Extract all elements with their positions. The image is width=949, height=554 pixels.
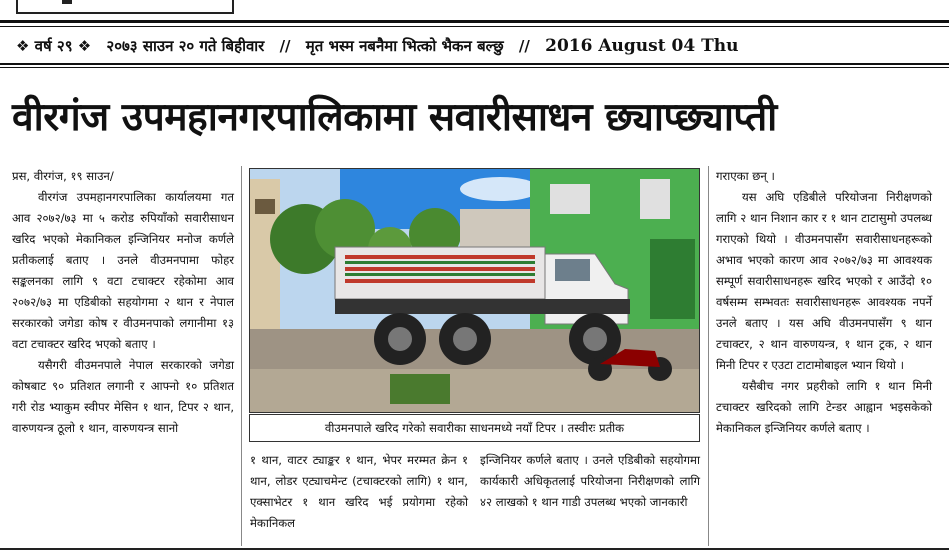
nepali-date: २०७३ साउन २० गते बिहीवार (106, 37, 265, 55)
photo-caption: वीउमनपाले खरिद गरेको सवारीका साधनमध्ये नयाँ टिपर । तस्वीरः प्रतीक (249, 414, 700, 442)
news-photo (249, 168, 700, 413)
masthead-box (16, 0, 234, 14)
top-rule-thin (0, 26, 949, 27)
top-rule-thick (0, 20, 949, 23)
middle-column-2: इन्जिनियर कर्णले बताए । उनले एडिबीको सहयोगमा कार्यकारी अधिकृतलाई परियोजना निरीक्षणको लागि ४२ लाखको १ थान गाडी उपलब्ध भएको जानकारी (480, 453, 700, 509)
english-date: 2016 August 04 Thu (545, 36, 739, 56)
byline: प्रस, वीरगंज, १९ साउन/ (12, 169, 114, 183)
right-column (716, 166, 932, 439)
paragraph: यसैबीच नगर प्रहरीको लागि १ थान मिनी टचाक्टर खरिदको लागि टेन्डर आह्वान भइसकेको मेकानिकल इन्जिनियर कर्णले बताए । (716, 379, 932, 435)
middle-column-1: १ थान, वाटर ट्याङ्कर १ थान, भेपर मरम्मत क्रेन १ थान, लोडर एट्याचमेन्ट (टचाक्टरको लागि) १ थान, एक्साभेटर १ थान खरिद भई प्रयोगमा रहेको मेकानिकल (250, 453, 468, 530)
paragraph: यस अघि एडिबीले परियोजना निरीक्षणको लागि २ थान निशान कार र १ थान टाटासुमो उपलब्ध गराएको थियो । वीउमनपासँग सवारीसाधनहरूको अभाव भएको कारण आव २०७२/७३ मा आवश्यक सम्पूर्ण सवारीसाधनहरू खरिद भएको र आउँदो १० वर्षसम्म सम्भवतः सवारीसाधनहरू आवश्यक नपर्ने उनले बताए । यस अघि वीउमनपासँग ९ थान टचाक्टर, २ थान वारुणयन्त्र, १ थान ट्रक, २ थान मिनी टिपर र एउटा टाटामोबाइल भ्यान थियो । (716, 190, 932, 372)
paragraph: वीरगंज उपमहानगरपालिका कार्यालयमा गत आव २०७२/७३ मा ५ करोड रुपियाँको सवारीसाधन खरिद भएको मेकानिकल इन्जिनियर मनोज कर्णले प्रतीकलाई बताए । उनले वीउमनपामा फोहर सङ्कलनका लागि ९ वटा टचाक्टर रहेकोमा आव २०७२/७३ मा एडिबीको सहयोगमा २ थान र नेपाल सरकारको जगेडा कोष र वीउमनपाको लगानीमा १३ वटा टचाक्टर खरिद भएको बताए । (12, 190, 234, 351)
headline: वीरगंज उपमहानगरपालिकामा सवारीसाधन छ्याप्छ्याप्ती (12, 95, 777, 140)
column-divider (241, 166, 242, 546)
paragraph: गराएका छन् । (716, 169, 775, 183)
dateline-rule-thick (0, 63, 949, 65)
bottom-rule (0, 548, 949, 550)
paragraph: यसैगरी वीउमनपाले नेपाल सरकारको जगेडा कोषबाट ९० प्रतिशत लगानी र आफ्नो १० प्रतिशत गरी रोड भ्याकुम स्वीपर मेसिन १ थान, टिपर २ थान, वारुणयन्त्र ठूलो १ थान, वारुणयन्त्र सानो (12, 358, 234, 435)
motto: मृत भस्म नबनेैमा भित्को भैकन बल्छु (305, 37, 504, 55)
volume-label: ❖ वर्ष २९ ❖ (16, 37, 92, 55)
left-column (12, 166, 234, 439)
dateline (16, 36, 748, 56)
separator: // (518, 37, 530, 55)
masthead-mark (62, 0, 72, 4)
dateline-rule-thin (0, 67, 949, 68)
truck (335, 247, 630, 365)
column-divider (708, 166, 709, 546)
truck-photo-illustration (250, 169, 699, 412)
separator: // (279, 37, 291, 55)
